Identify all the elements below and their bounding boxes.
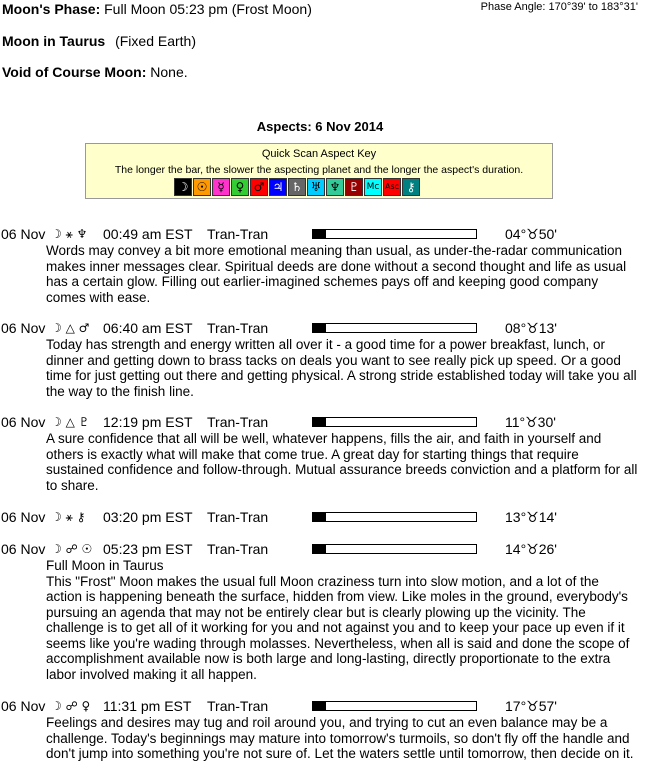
aspect-degree: 11°♉30'	[505, 414, 556, 430]
planet-color-strip	[174, 178, 421, 196]
moon-sign-value: (Fixed Earth)	[115, 33, 196, 49]
aspect-time: 06:40 am EST	[103, 320, 193, 336]
planet-key-icon: ☉	[193, 178, 211, 196]
aspect-kind: Tran-Tran	[207, 414, 269, 430]
planet-key-icon: ♄	[288, 178, 306, 196]
void-of-course-label: Void of Course Moon:	[2, 64, 147, 80]
aspect-body	[46, 243, 638, 305]
aspect-body	[46, 558, 638, 682]
aspect-entry	[0, 414, 648, 493]
aspect-time: 00:49 am EST	[103, 226, 193, 242]
aspect-entry	[0, 698, 648, 762]
aspect-glyphs: ☽ ⚹ ♆	[51, 227, 88, 241]
aspect-body	[46, 431, 638, 493]
aspect-duration-fill	[313, 230, 326, 238]
aspect-date: 06 Nov	[1, 541, 46, 557]
aspect-key-title: Quick Scan Aspect Key	[261, 148, 377, 160]
aspect-entry	[0, 320, 648, 399]
aspects-title: Aspects: 6 Nov 2014	[256, 119, 384, 134]
aspect-date: 06 Nov	[1, 414, 46, 430]
aspect-time: 11:31 pm EST	[103, 698, 192, 714]
planet-key-icon: ☽	[174, 178, 192, 196]
aspect-header-line	[0, 541, 648, 557]
aspect-time: 12:19 pm EST	[103, 414, 193, 430]
moon-phase-label: Moon's Phase:	[2, 1, 101, 17]
planet-key-icon: ♆	[326, 178, 344, 196]
aspect-entry	[0, 541, 648, 682]
aspect-degree: 04°♉50'	[505, 226, 557, 242]
planet-key-icon: ♃	[269, 178, 287, 196]
aspect-header-line	[0, 509, 648, 525]
aspect-duration-fill	[313, 545, 326, 553]
aspect-glyphs: ☽ △ ♂	[51, 321, 90, 335]
phase-angle: Phase Angle: 170°39' to 183°31'	[480, 1, 638, 13]
aspect-date: 06 Nov	[1, 698, 46, 714]
aspect-key-box	[85, 143, 553, 199]
aspect-entry	[0, 226, 648, 305]
aspect-degree: 17°♉57'	[505, 698, 557, 714]
aspect-kind: Tran-Tran	[207, 320, 269, 336]
planet-key-icon: Asc	[383, 178, 401, 196]
aspect-glyphs: ☽ ☍ ♀	[51, 699, 91, 713]
aspect-duration-bar	[312, 544, 477, 554]
void-of-course-line	[2, 64, 188, 80]
aspect-date: 06 Nov	[1, 509, 46, 525]
planet-key-icon: ⚷	[402, 178, 420, 196]
aspect-description: This "Frost" Moon makes the usual full Moon craziness turn into slow motion, and a lot of the action is happening beneath the surface, hidden from view. Like moles in the ground, everybody's pursuing an agenda that may not be entirely clear but is clearly plowing up the vicinity. The challenge is to get all of it working for you and not against you and to keep your pace up even if it seems like you're wading through molasses. Nevertheless, when all is said and done the scope of accomplishment available now is both large and long-lasting, directly proportionate to the extra labor involved making it all happen.	[46, 573, 630, 682]
aspect-time: 03:20 pm EST	[103, 509, 193, 525]
aspect-glyphs: ☽ △ ♇	[51, 415, 90, 429]
aspect-duration-bar	[312, 229, 477, 239]
aspect-date: 06 Nov	[1, 320, 46, 336]
aspect-description: Words may convey a bit more emotional meaning than usual, as under-the-radar communication makes inner messages clear. Spiritual deeds are done without a second thought and life as usual has a certain glow. Filling out earlier-imagined schemes pays off and keeping good company comes with ease.	[46, 243, 627, 305]
aspect-duration-fill	[313, 324, 326, 332]
aspect-duration-bar	[312, 417, 477, 427]
aspect-kind: Tran-Tran	[207, 509, 269, 525]
aspect-header-line	[0, 226, 648, 242]
aspect-description: A sure confidence that all will be well, whatever happens, fills the air, and faith in yourself and others is exactly what will make that come true. A great day for starting things that require sustained confidence and follow-through. Mutual assurance breeds conviction and a platform for all to share.	[46, 431, 638, 493]
aspect-duration-fill	[313, 702, 326, 710]
aspect-kind: Tran-Tran	[207, 698, 269, 714]
aspect-header-line	[0, 320, 648, 336]
moon-phase-value: Full Moon 05:23 pm (Frost Moon)	[104, 1, 312, 17]
aspect-description: Today has strength and energy written all over it - a good time for a power breakfast, lunch, or dinner and getting down to brass tacks on deals you want to see really pick up speed. Or a good time for just getting out there and getting physical. A strong stride established today will take you all the way to the finish line.	[46, 337, 637, 399]
aspect-subtitle: Full Moon in Taurus	[46, 558, 164, 573]
aspect-duration-fill	[313, 418, 326, 426]
aspect-duration-bar	[312, 512, 477, 522]
aspect-kind: Tran-Tran	[207, 541, 269, 557]
aspect-header-line	[0, 698, 648, 714]
aspect-duration-fill	[313, 513, 326, 521]
aspect-duration-bar	[312, 701, 477, 711]
aspect-entry	[0, 509, 648, 525]
aspect-degree: 08°♉13'	[505, 320, 557, 336]
aspect-body	[46, 715, 638, 762]
planet-key-icon: ♀	[231, 178, 249, 196]
planet-key-icon: ♅	[307, 178, 325, 196]
aspect-key-description: The longer the bar, the slower the aspecting planet and the longer the aspect's duration.	[114, 164, 524, 176]
moon-sign-line	[2, 33, 196, 49]
aspect-date: 06 Nov	[1, 226, 46, 242]
aspect-duration-bar	[312, 323, 477, 333]
aspect-glyphs: ☽ ☍ ☉	[51, 542, 93, 556]
moon-phase-line	[2, 1, 312, 17]
planet-key-icon: ♂	[250, 178, 268, 196]
aspect-kind: Tran-Tran	[207, 226, 269, 242]
aspect-header-line	[0, 414, 648, 430]
aspect-degree: 13°♉14'	[505, 509, 557, 525]
aspect-degree: 14°♉26'	[505, 541, 557, 557]
aspect-time: 05:23 pm EST	[103, 541, 193, 557]
aspect-description: Feelings and desires may tug and roil around you, and trying to cut an even balance may be a challenge. Today's beginnings may mature into tomorrow's turmoils, so don't fly off the handle and don't jump into something you're not sure of. Let the waters settle until tomorrow, then decide on it.	[46, 715, 634, 761]
planet-key-icon: ☿	[212, 178, 230, 196]
moon-sign-label: Moon in Taurus	[2, 33, 106, 49]
aspect-glyphs: ☽ ⚹ ⚷	[51, 510, 86, 524]
aspect-body	[46, 337, 638, 399]
void-of-course-value: None.	[150, 64, 188, 80]
planet-key-icon: ♇	[345, 178, 363, 196]
planet-key-icon: Mc	[364, 178, 382, 196]
